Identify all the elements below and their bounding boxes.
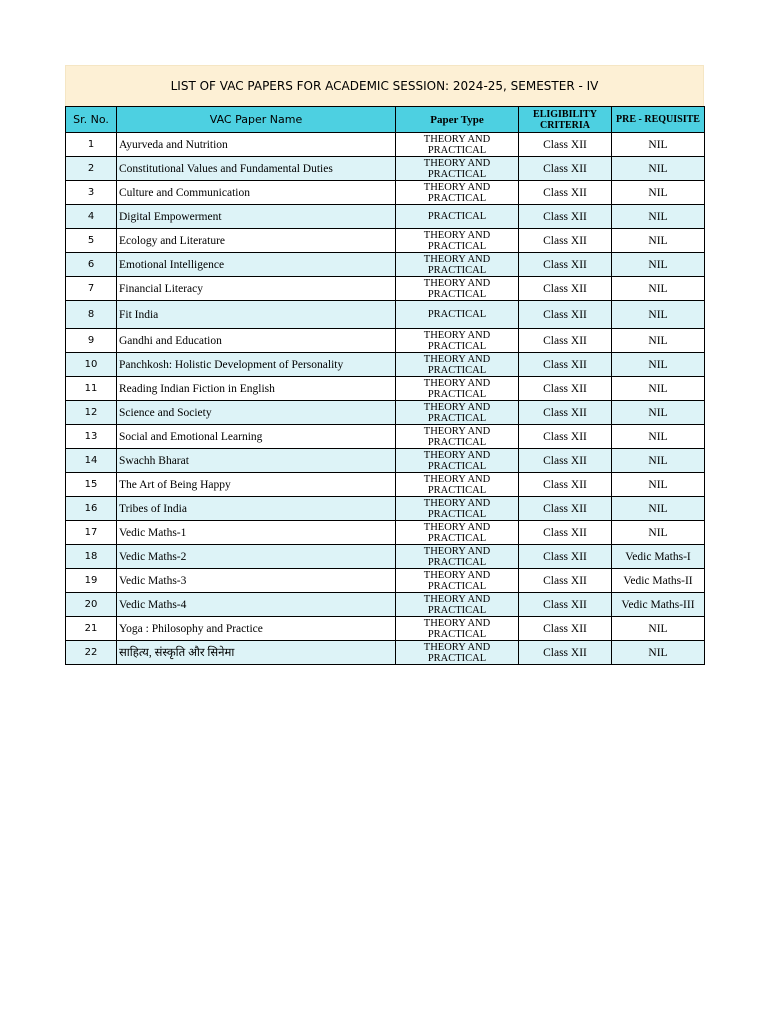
cell-prerequisite: NIL xyxy=(612,449,705,473)
cell-eligibility: Class XII xyxy=(519,473,612,497)
cell-eligibility: Class XII xyxy=(519,545,612,569)
cell-eligibility: Class XII xyxy=(519,353,612,377)
cell-paper-name: Digital Empowerment xyxy=(117,205,396,229)
cell-paper-name: Fit India xyxy=(117,301,396,329)
table-row xyxy=(66,617,705,641)
table-row xyxy=(66,425,705,449)
table-row xyxy=(66,205,705,229)
cell-sr-no: 19 xyxy=(66,569,117,593)
cell-prerequisite: NIL xyxy=(612,425,705,449)
cell-paper-name: Gandhi and Education xyxy=(117,329,396,353)
cell-prerequisite: Vedic Maths-I xyxy=(612,545,705,569)
cell-eligibility: Class XII xyxy=(519,521,612,545)
cell-paper-name: Vedic Maths-3 xyxy=(117,569,396,593)
cell-sr-no: 4 xyxy=(66,205,117,229)
cell-sr-no: 1 xyxy=(66,133,117,157)
cell-paper-type: THEORY AND PRACTICAL xyxy=(396,593,519,617)
cell-eligibility: Class XII xyxy=(519,641,612,665)
cell-eligibility: Class XII xyxy=(519,181,612,205)
cell-prerequisite: NIL xyxy=(612,497,705,521)
cell-eligibility: Class XII xyxy=(519,277,612,301)
cell-sr-no: 8 xyxy=(66,301,117,329)
cell-paper-type: THEORY AND PRACTICAL xyxy=(396,617,519,641)
cell-eligibility: Class XII xyxy=(519,593,612,617)
cell-paper-type: THEORY AND PRACTICAL xyxy=(396,353,519,377)
table-row xyxy=(66,449,705,473)
cell-prerequisite: NIL xyxy=(612,641,705,665)
table-row xyxy=(66,277,705,301)
table-row xyxy=(66,329,705,353)
cell-paper-type: THEORY AND PRACTICAL xyxy=(396,569,519,593)
cell-paper-type: THEORY AND PRACTICAL xyxy=(396,425,519,449)
table-row xyxy=(66,521,705,545)
cell-paper-name: Emotional Intelligence xyxy=(117,253,396,277)
cell-sr-no: 7 xyxy=(66,277,117,301)
cell-sr-no: 11 xyxy=(66,377,117,401)
cell-paper-type: THEORY AND PRACTICAL xyxy=(396,181,519,205)
cell-eligibility: Class XII xyxy=(519,157,612,181)
table-row xyxy=(66,377,705,401)
cell-paper-name: Science and Society xyxy=(117,401,396,425)
cell-sr-no: 22 xyxy=(66,641,117,665)
cell-paper-type: THEORY AND PRACTICAL xyxy=(396,641,519,665)
cell-eligibility: Class XII xyxy=(519,253,612,277)
cell-paper-type: THEORY AND PRACTICAL xyxy=(396,329,519,353)
cell-prerequisite: NIL xyxy=(612,377,705,401)
cell-prerequisite: Vedic Maths-II xyxy=(612,569,705,593)
cell-prerequisite: NIL xyxy=(612,521,705,545)
cell-sr-no: 14 xyxy=(66,449,117,473)
cell-paper-name: साहित्य, संस्कृति और सिनेमा xyxy=(117,641,396,665)
cell-sr-no: 10 xyxy=(66,353,117,377)
cell-paper-name: Ecology and Literature xyxy=(117,229,396,253)
cell-prerequisite: NIL xyxy=(612,253,705,277)
cell-prerequisite: NIL xyxy=(612,353,705,377)
cell-eligibility: Class XII xyxy=(519,377,612,401)
cell-paper-type: THEORY AND PRACTICAL xyxy=(396,133,519,157)
table-header-row xyxy=(66,107,705,133)
vac-papers-table xyxy=(65,106,705,665)
header-sr-no: Sr. No. xyxy=(66,107,117,133)
cell-paper-name: Vedic Maths-2 xyxy=(117,545,396,569)
cell-prerequisite: NIL xyxy=(612,157,705,181)
table-row xyxy=(66,641,705,665)
cell-paper-name: Panchkosh: Holistic Development of Personality xyxy=(117,353,396,377)
cell-eligibility: Class XII xyxy=(519,205,612,229)
cell-eligibility: Class XII xyxy=(519,301,612,329)
cell-paper-name: Vedic Maths-4 xyxy=(117,593,396,617)
cell-sr-no: 21 xyxy=(66,617,117,641)
cell-eligibility: Class XII xyxy=(519,449,612,473)
table-row xyxy=(66,473,705,497)
cell-paper-type: THEORY AND PRACTICAL xyxy=(396,157,519,181)
cell-paper-type: THEORY AND PRACTICAL xyxy=(396,377,519,401)
cell-paper-type: PRACTICAL xyxy=(396,301,519,329)
cell-paper-name: Ayurveda and Nutrition xyxy=(117,133,396,157)
cell-eligibility: Class XII xyxy=(519,329,612,353)
cell-paper-name: Financial Literacy xyxy=(117,277,396,301)
cell-paper-name: Reading Indian Fiction in English xyxy=(117,377,396,401)
header-prerequisite: PRE - REQUISITE xyxy=(612,107,705,133)
cell-paper-type: THEORY AND PRACTICAL xyxy=(396,253,519,277)
cell-sr-no: 16 xyxy=(66,497,117,521)
cell-paper-type: PRACTICAL xyxy=(396,205,519,229)
cell-prerequisite: NIL xyxy=(612,205,705,229)
cell-sr-no: 15 xyxy=(66,473,117,497)
cell-sr-no: 9 xyxy=(66,329,117,353)
table-row xyxy=(66,401,705,425)
cell-paper-type: THEORY AND PRACTICAL xyxy=(396,473,519,497)
cell-eligibility: Class XII xyxy=(519,569,612,593)
cell-paper-name: Culture and Communication xyxy=(117,181,396,205)
cell-prerequisite: NIL xyxy=(612,401,705,425)
cell-sr-no: 3 xyxy=(66,181,117,205)
table-row xyxy=(66,497,705,521)
cell-eligibility: Class XII xyxy=(519,497,612,521)
cell-eligibility: Class XII xyxy=(519,229,612,253)
cell-prerequisite: NIL xyxy=(612,229,705,253)
cell-prerequisite: Vedic Maths-III xyxy=(612,593,705,617)
cell-eligibility: Class XII xyxy=(519,617,612,641)
table-row xyxy=(66,593,705,617)
cell-prerequisite: NIL xyxy=(612,301,705,329)
table-row xyxy=(66,545,705,569)
cell-sr-no: 6 xyxy=(66,253,117,277)
cell-eligibility: Class XII xyxy=(519,425,612,449)
cell-prerequisite: NIL xyxy=(612,473,705,497)
table-row xyxy=(66,133,705,157)
cell-prerequisite: NIL xyxy=(612,133,705,157)
cell-sr-no: 2 xyxy=(66,157,117,181)
cell-paper-name: Swachh Bharat xyxy=(117,449,396,473)
sheet-title: LIST OF VAC PAPERS FOR ACADEMIC SESSION: 2024-25, SEMESTER - IV xyxy=(65,65,704,106)
table-row xyxy=(66,353,705,377)
vac-papers-sheet xyxy=(65,65,704,665)
cell-sr-no: 13 xyxy=(66,425,117,449)
table-row xyxy=(66,253,705,277)
cell-paper-type: THEORY AND PRACTICAL xyxy=(396,277,519,301)
cell-paper-type: THEORY AND PRACTICAL xyxy=(396,545,519,569)
cell-paper-name: Tribes of India xyxy=(117,497,396,521)
table-body xyxy=(66,133,705,665)
table-row xyxy=(66,569,705,593)
cell-sr-no: 12 xyxy=(66,401,117,425)
cell-paper-name: The Art of Being Happy xyxy=(117,473,396,497)
table-row xyxy=(66,157,705,181)
cell-paper-name: Constitutional Values and Fundamental Duties xyxy=(117,157,396,181)
table-row xyxy=(66,181,705,205)
cell-sr-no: 17 xyxy=(66,521,117,545)
cell-paper-name: Social and Emotional Learning xyxy=(117,425,396,449)
cell-prerequisite: NIL xyxy=(612,181,705,205)
cell-paper-type: THEORY AND PRACTICAL xyxy=(396,401,519,425)
cell-sr-no: 20 xyxy=(66,593,117,617)
cell-prerequisite: NIL xyxy=(612,277,705,301)
header-paper-type: Paper Type xyxy=(396,107,519,133)
cell-paper-type: THEORY AND PRACTICAL xyxy=(396,521,519,545)
cell-prerequisite: NIL xyxy=(612,329,705,353)
cell-sr-no: 5 xyxy=(66,229,117,253)
cell-paper-type: THEORY AND PRACTICAL xyxy=(396,229,519,253)
cell-sr-no: 18 xyxy=(66,545,117,569)
cell-paper-name: Vedic Maths-1 xyxy=(117,521,396,545)
cell-paper-type: THEORY AND PRACTICAL xyxy=(396,497,519,521)
header-paper-name: VAC Paper Name xyxy=(117,107,396,133)
header-eligibility: ELIGIBILITY CRITERIA xyxy=(519,107,612,133)
table-row xyxy=(66,229,705,253)
cell-eligibility: Class XII xyxy=(519,133,612,157)
cell-paper-name: Yoga : Philosophy and Practice xyxy=(117,617,396,641)
cell-eligibility: Class XII xyxy=(519,401,612,425)
cell-paper-type: THEORY AND PRACTICAL xyxy=(396,449,519,473)
table-row xyxy=(66,301,705,329)
cell-prerequisite: NIL xyxy=(612,617,705,641)
